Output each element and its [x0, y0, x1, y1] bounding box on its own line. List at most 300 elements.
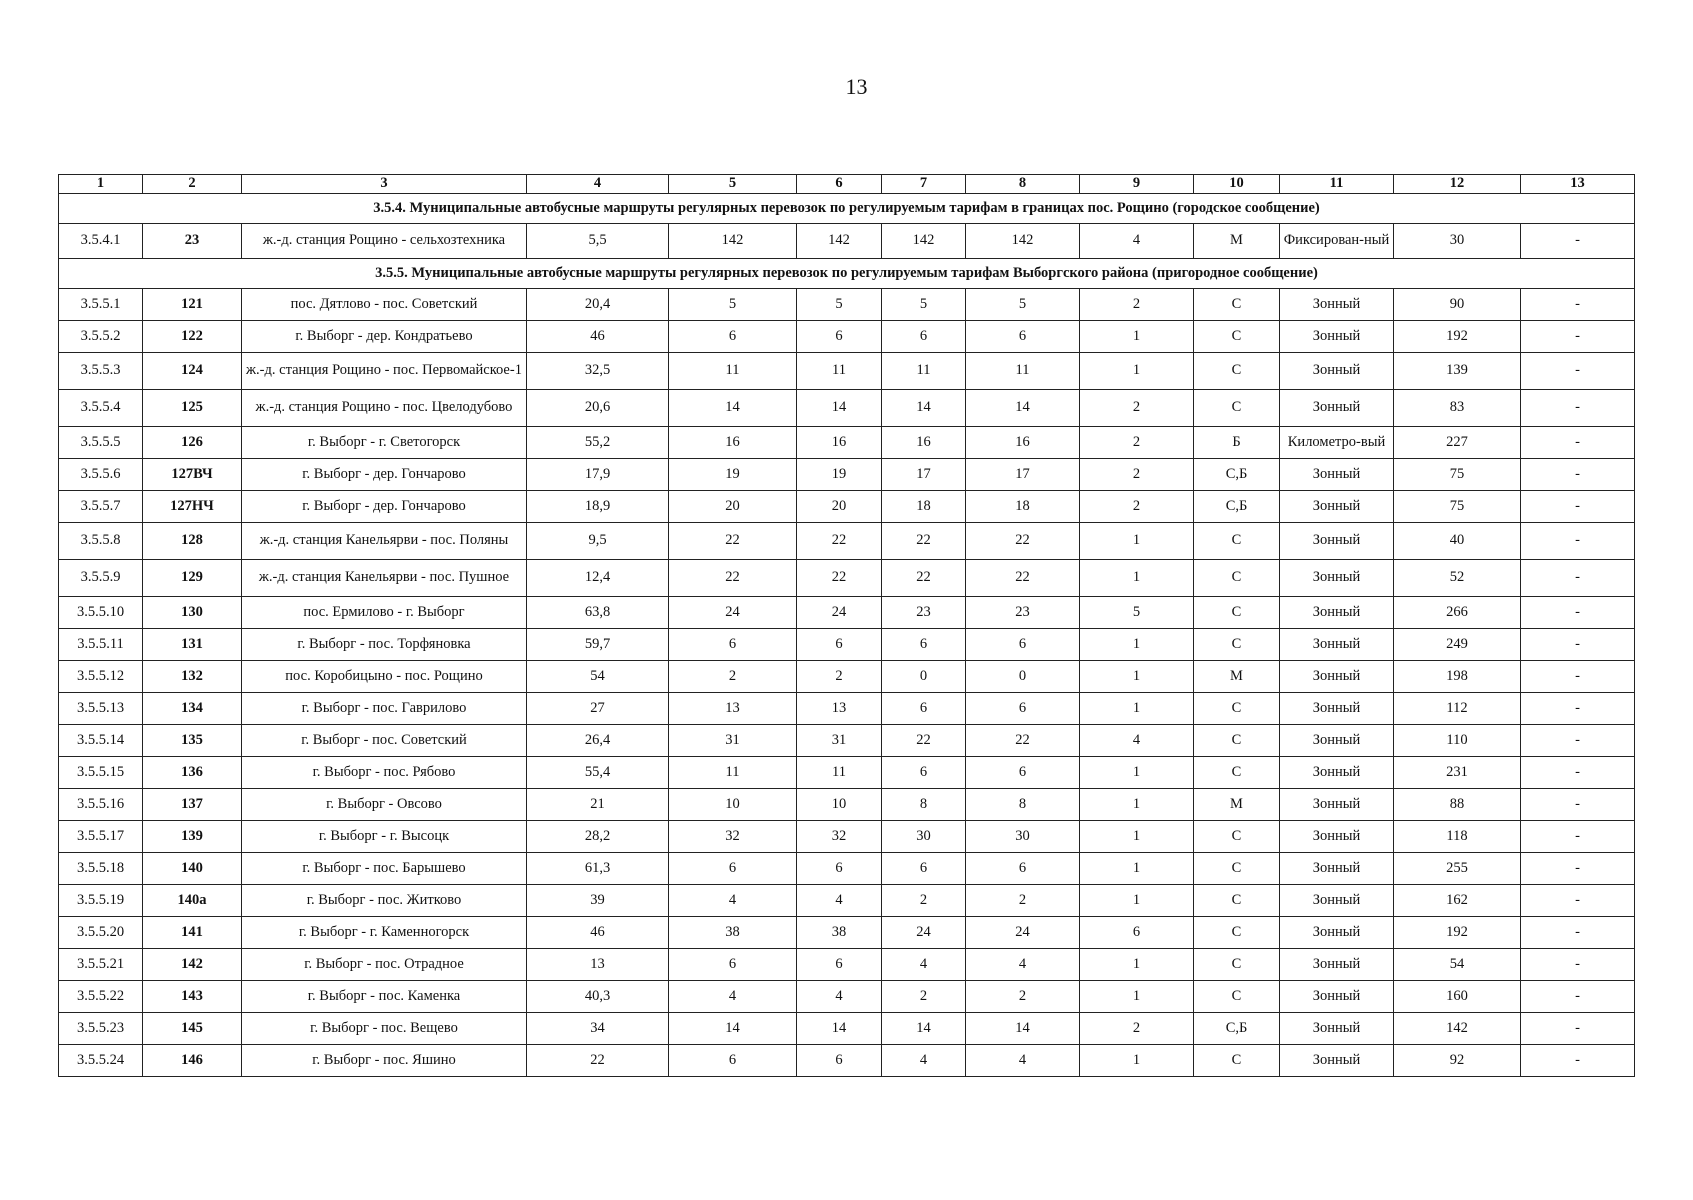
- column-header: 10: [1194, 175, 1280, 194]
- table-row: [59, 885, 1635, 917]
- route-number-cell: 127ВЧ: [143, 459, 242, 491]
- route-name-cell: г. Выборг - дер. Гончарово: [242, 459, 527, 491]
- table-cell: 1: [1080, 560, 1194, 597]
- table-cell: 27: [527, 693, 669, 725]
- table-cell: 192: [1394, 321, 1521, 353]
- table-cell: 1: [1080, 1045, 1194, 1077]
- table-cell: 4: [966, 1045, 1080, 1077]
- table-cell: -: [1521, 725, 1635, 757]
- table-cell: -: [1521, 789, 1635, 821]
- table-cell: С: [1194, 885, 1280, 917]
- table-cell: 63,8: [527, 597, 669, 629]
- row-number-cell: 3.5.5.22: [59, 981, 143, 1013]
- table-cell: Зонный: [1280, 390, 1394, 427]
- table-cell: Зонный: [1280, 629, 1394, 661]
- table-cell: С,Б: [1194, 459, 1280, 491]
- table-cell: 38: [669, 917, 797, 949]
- table-cell: 6: [966, 693, 1080, 725]
- table-cell: 231: [1394, 757, 1521, 789]
- table-cell: Зонный: [1280, 523, 1394, 560]
- table-cell: 22: [966, 523, 1080, 560]
- route-number-cell: 129: [143, 560, 242, 597]
- table-cell: 1: [1080, 981, 1194, 1013]
- table-cell: 46: [527, 321, 669, 353]
- table-cell: Зонный: [1280, 321, 1394, 353]
- table-cell: 22: [797, 560, 882, 597]
- table-cell: 5: [966, 289, 1080, 321]
- table-cell: 6: [669, 949, 797, 981]
- route-name-cell: г. Выборг - г. Светогорск: [242, 427, 527, 459]
- table-cell: М: [1194, 789, 1280, 821]
- table-cell: 1: [1080, 789, 1194, 821]
- table-cell: 20: [669, 491, 797, 523]
- routes-table: [58, 174, 1635, 1077]
- table-cell: 112: [1394, 693, 1521, 725]
- row-number-cell: 3.5.5.18: [59, 853, 143, 885]
- route-name-cell: г. Выборг - пос. Отрадное: [242, 949, 527, 981]
- table-cell: 19: [797, 459, 882, 491]
- table-row: [59, 949, 1635, 981]
- route-number-cell: 23: [143, 224, 242, 259]
- table-cell: 6: [966, 629, 1080, 661]
- table-cell: 192: [1394, 917, 1521, 949]
- table-cell: 20: [797, 491, 882, 523]
- row-number-cell: 3.5.5.3: [59, 353, 143, 390]
- table-row: [59, 289, 1635, 321]
- table-cell: 6: [797, 853, 882, 885]
- table-cell: 9,5: [527, 523, 669, 560]
- row-number-cell: 3.5.5.5: [59, 427, 143, 459]
- table-cell: 1: [1080, 353, 1194, 390]
- column-header: 13: [1521, 175, 1635, 194]
- row-number-cell: 3.5.5.15: [59, 757, 143, 789]
- table-cell: Зонный: [1280, 1013, 1394, 1045]
- row-number-cell: 3.5.5.19: [59, 885, 143, 917]
- column-header: 1: [59, 175, 143, 194]
- table-cell: 2: [797, 661, 882, 693]
- route-name-cell: г. Выборг - г. Высоцк: [242, 821, 527, 853]
- table-cell: 16: [966, 427, 1080, 459]
- route-number-cell: 143: [143, 981, 242, 1013]
- table-cell: 14: [966, 1013, 1080, 1045]
- table-cell: 22: [882, 560, 966, 597]
- table-cell: 26,4: [527, 725, 669, 757]
- table-cell: 14: [797, 1013, 882, 1045]
- route-name-cell: ж.-д. станция Рощино - пос. Цвелодубово: [242, 390, 527, 427]
- table-cell: 16: [797, 427, 882, 459]
- table-cell: С: [1194, 949, 1280, 981]
- table-cell: 2: [1080, 390, 1194, 427]
- column-header: 2: [143, 175, 242, 194]
- table-cell: 6: [669, 629, 797, 661]
- table-cell: Зонный: [1280, 353, 1394, 390]
- route-name-cell: г. Выборг - пос. Советский: [242, 725, 527, 757]
- table-cell: 2: [1080, 459, 1194, 491]
- table-cell: 30: [1394, 224, 1521, 259]
- row-number-cell: 3.5.5.24: [59, 1045, 143, 1077]
- table-cell: Зонный: [1280, 757, 1394, 789]
- table-cell: 30: [882, 821, 966, 853]
- table-cell: Зонный: [1280, 917, 1394, 949]
- table-cell: Зонный: [1280, 853, 1394, 885]
- table-cell: 6: [797, 949, 882, 981]
- column-header: 4: [527, 175, 669, 194]
- table-cell: 17: [966, 459, 1080, 491]
- table-cell: С: [1194, 629, 1280, 661]
- route-number-cell: 135: [143, 725, 242, 757]
- table-cell: 13: [797, 693, 882, 725]
- table-cell: С: [1194, 725, 1280, 757]
- row-number-cell: 3.5.5.2: [59, 321, 143, 353]
- table-cell: 54: [527, 661, 669, 693]
- table-cell: 34: [527, 1013, 669, 1045]
- table-cell: 52: [1394, 560, 1521, 597]
- table-cell: 12,4: [527, 560, 669, 597]
- route-number-cell: 140а: [143, 885, 242, 917]
- table-row: [59, 491, 1635, 523]
- table-cell: 31: [797, 725, 882, 757]
- table-row: [59, 981, 1635, 1013]
- table-cell: 30: [966, 821, 1080, 853]
- table-cell: 22: [527, 1045, 669, 1077]
- table-cell: 4: [1080, 725, 1194, 757]
- table-cell: 227: [1394, 427, 1521, 459]
- route-number-cell: 141: [143, 917, 242, 949]
- table-row: [59, 224, 1635, 259]
- route-name-cell: г. Выборг - дер. Гончарово: [242, 491, 527, 523]
- table-cell: -: [1521, 224, 1635, 259]
- table-cell: 61,3: [527, 853, 669, 885]
- table-row: [59, 821, 1635, 853]
- route-name-cell: г. Выборг - пос. Барышево: [242, 853, 527, 885]
- table-cell: 6: [797, 629, 882, 661]
- table-cell: -: [1521, 353, 1635, 390]
- table-cell: -: [1521, 757, 1635, 789]
- route-name-cell: г. Выборг - пос. Яшино: [242, 1045, 527, 1077]
- table-cell: С: [1194, 853, 1280, 885]
- table-cell: 8: [882, 789, 966, 821]
- table-cell: 5,5: [527, 224, 669, 259]
- table-cell: 1: [1080, 821, 1194, 853]
- table-cell: 2: [1080, 289, 1194, 321]
- table-cell: 6: [797, 1045, 882, 1077]
- route-name-cell: г. Выборг - Овсово: [242, 789, 527, 821]
- table-cell: 22: [669, 560, 797, 597]
- table-cell: Зонный: [1280, 949, 1394, 981]
- table-cell: 6: [882, 321, 966, 353]
- table-cell: Зонный: [1280, 289, 1394, 321]
- table-cell: С: [1194, 289, 1280, 321]
- table-row: [59, 390, 1635, 427]
- table-cell: С: [1194, 523, 1280, 560]
- row-number-cell: 3.5.5.13: [59, 693, 143, 725]
- table-cell: 139: [1394, 353, 1521, 390]
- route-name-cell: г. Выборг - пос. Рябово: [242, 757, 527, 789]
- table-cell: М: [1194, 661, 1280, 693]
- route-name-cell: г. Выборг - пос. Гаврилово: [242, 693, 527, 725]
- table-row: [59, 597, 1635, 629]
- table-cell: -: [1521, 1013, 1635, 1045]
- table-cell: Зонный: [1280, 560, 1394, 597]
- table-cell: -: [1521, 693, 1635, 725]
- table-cell: 1: [1080, 523, 1194, 560]
- section-title: 3.5.4. Муниципальные автобусные маршруты регулярных перевозок по регулируемым тарифам в границах пос. Рощино (городское сообщение): [59, 194, 1635, 224]
- table-cell: 118: [1394, 821, 1521, 853]
- table-cell: 142: [1394, 1013, 1521, 1045]
- table-cell: 255: [1394, 853, 1521, 885]
- table-cell: 14: [669, 1013, 797, 1045]
- table-cell: 14: [882, 1013, 966, 1045]
- section-title: 3.5.5. Муниципальные автобусные маршруты регулярных перевозок по регулируемым тарифам Выборгского района (пригородное сообщение): [59, 259, 1635, 289]
- column-header: 6: [797, 175, 882, 194]
- table-cell: 1: [1080, 949, 1194, 981]
- table-cell: 2: [1080, 427, 1194, 459]
- table-cell: 59,7: [527, 629, 669, 661]
- route-name-cell: пос. Ермилово - г. Выборг: [242, 597, 527, 629]
- table-cell: Зонный: [1280, 661, 1394, 693]
- table-cell: 1: [1080, 757, 1194, 789]
- table-cell: С: [1194, 390, 1280, 427]
- table-cell: 24: [797, 597, 882, 629]
- table-cell: 88: [1394, 789, 1521, 821]
- route-number-cell: 132: [143, 661, 242, 693]
- table-cell: Зонный: [1280, 821, 1394, 853]
- table-cell: С: [1194, 1045, 1280, 1077]
- table-cell: 2: [966, 885, 1080, 917]
- table-cell: 16: [669, 427, 797, 459]
- table-cell: 54: [1394, 949, 1521, 981]
- table-cell: -: [1521, 661, 1635, 693]
- table-cell: 83: [1394, 390, 1521, 427]
- column-header: 5: [669, 175, 797, 194]
- table-cell: -: [1521, 1045, 1635, 1077]
- table-body: [59, 194, 1635, 1077]
- table-cell: 24: [669, 597, 797, 629]
- table-cell: 55,4: [527, 757, 669, 789]
- table-cell: 17: [882, 459, 966, 491]
- route-name-cell: г. Выборг - пос. Торфяновка: [242, 629, 527, 661]
- table-cell: 23: [882, 597, 966, 629]
- table-row: [59, 459, 1635, 491]
- route-number-cell: 125: [143, 390, 242, 427]
- table-cell: 32: [669, 821, 797, 853]
- column-header: 3: [242, 175, 527, 194]
- table-row: [59, 693, 1635, 725]
- table-cell: 6: [966, 757, 1080, 789]
- route-name-cell: пос. Коробицыно - пос. Рощино: [242, 661, 527, 693]
- table-cell: 24: [966, 917, 1080, 949]
- table-cell: Зонный: [1280, 981, 1394, 1013]
- route-name-cell: г. Выборг - дер. Кондратьево: [242, 321, 527, 353]
- row-number-cell: 3.5.5.23: [59, 1013, 143, 1045]
- table-cell: 20,4: [527, 289, 669, 321]
- header-row: [59, 175, 1635, 194]
- table-cell: Зонный: [1280, 885, 1394, 917]
- row-number-cell: 3.5.5.16: [59, 789, 143, 821]
- table-cell: 160: [1394, 981, 1521, 1013]
- table-cell: 22: [882, 523, 966, 560]
- table-cell: 5: [1080, 597, 1194, 629]
- table-cell: Зонный: [1280, 1045, 1394, 1077]
- table-cell: 11: [797, 353, 882, 390]
- table-cell: 2: [669, 661, 797, 693]
- table-cell: 2: [966, 981, 1080, 1013]
- table-cell: 4: [669, 885, 797, 917]
- table-row: [59, 1013, 1635, 1045]
- table-cell: 19: [669, 459, 797, 491]
- table-cell: 13: [669, 693, 797, 725]
- page-number: 13: [845, 74, 868, 99]
- table-cell: -: [1521, 917, 1635, 949]
- table-cell: 11: [882, 353, 966, 390]
- table-cell: 46: [527, 917, 669, 949]
- table-cell: 266: [1394, 597, 1521, 629]
- table-cell: 249: [1394, 629, 1521, 661]
- route-number-cell: 134: [143, 693, 242, 725]
- table-cell: 40: [1394, 523, 1521, 560]
- table-cell: 0: [882, 661, 966, 693]
- table-cell: 92: [1394, 1045, 1521, 1077]
- route-name-cell: ж.-д. станция Канельярви - пос. Пушное: [242, 560, 527, 597]
- table-cell: 6: [669, 853, 797, 885]
- table-row: [59, 853, 1635, 885]
- table-cell: -: [1521, 459, 1635, 491]
- table-cell: 11: [669, 757, 797, 789]
- table-cell: -: [1521, 390, 1635, 427]
- table-cell: 1: [1080, 693, 1194, 725]
- table-cell: М: [1194, 224, 1280, 259]
- table-cell: 11: [669, 353, 797, 390]
- table-cell: 198: [1394, 661, 1521, 693]
- table-cell: С: [1194, 560, 1280, 597]
- table-cell: 31: [669, 725, 797, 757]
- route-number-cell: 130: [143, 597, 242, 629]
- row-number-cell: 3.5.5.7: [59, 491, 143, 523]
- table-cell: 110: [1394, 725, 1521, 757]
- table-cell: С: [1194, 917, 1280, 949]
- table-cell: 1: [1080, 885, 1194, 917]
- table-cell: 6: [882, 693, 966, 725]
- table-cell: С: [1194, 821, 1280, 853]
- table-cell: 4: [966, 949, 1080, 981]
- route-name-cell: ж.-д. станция Рощино - пос. Первомайское-1: [242, 353, 527, 390]
- table-cell: 23: [966, 597, 1080, 629]
- table-cell: 10: [669, 789, 797, 821]
- table-cell: 2: [882, 981, 966, 1013]
- table-row: [59, 725, 1635, 757]
- row-number-cell: 3.5.5.8: [59, 523, 143, 560]
- table-cell: 38: [797, 917, 882, 949]
- section-header-row: [59, 194, 1635, 224]
- table-cell: 24: [882, 917, 966, 949]
- table-cell: 28,2: [527, 821, 669, 853]
- row-number-cell: 3.5.5.1: [59, 289, 143, 321]
- route-number-cell: 136: [143, 757, 242, 789]
- row-number-cell: 3.5.5.12: [59, 661, 143, 693]
- table-cell: 1: [1080, 629, 1194, 661]
- table-cell: 75: [1394, 459, 1521, 491]
- table-cell: 6: [882, 757, 966, 789]
- column-header: 12: [1394, 175, 1521, 194]
- route-name-cell: ж.-д. станция Канельярви - пос. Поляны: [242, 523, 527, 560]
- table-cell: 21: [527, 789, 669, 821]
- table-cell: -: [1521, 321, 1635, 353]
- table-cell: 142: [882, 224, 966, 259]
- table-cell: -: [1521, 981, 1635, 1013]
- table-cell: 2: [882, 885, 966, 917]
- column-header: 11: [1280, 175, 1394, 194]
- table-cell: С: [1194, 597, 1280, 629]
- table-cell: -: [1521, 597, 1635, 629]
- table-cell: Зонный: [1280, 725, 1394, 757]
- table-cell: 14: [669, 390, 797, 427]
- table-cell: 4: [882, 949, 966, 981]
- table-cell: 8: [966, 789, 1080, 821]
- route-number-cell: 131: [143, 629, 242, 661]
- route-name-cell: г. Выборг - пос. Каменка: [242, 981, 527, 1013]
- table-cell: -: [1521, 853, 1635, 885]
- route-name-cell: г. Выборг - г. Каменногорск: [242, 917, 527, 949]
- table-cell: Зонный: [1280, 597, 1394, 629]
- route-number-cell: 142: [143, 949, 242, 981]
- table-cell: С,Б: [1194, 491, 1280, 523]
- route-number-cell: 146: [143, 1045, 242, 1077]
- table-cell: 17,9: [527, 459, 669, 491]
- row-number-cell: 3.5.4.1: [59, 224, 143, 259]
- table-cell: Километро-вый: [1280, 427, 1394, 459]
- table-cell: 14: [966, 390, 1080, 427]
- table-cell: 20,6: [527, 390, 669, 427]
- table-cell: -: [1521, 523, 1635, 560]
- table-cell: -: [1521, 427, 1635, 459]
- table-cell: 1: [1080, 321, 1194, 353]
- table-cell: 14: [797, 390, 882, 427]
- route-number-cell: 137: [143, 789, 242, 821]
- row-number-cell: 3.5.5.21: [59, 949, 143, 981]
- route-number-cell: 140: [143, 853, 242, 885]
- table-cell: 75: [1394, 491, 1521, 523]
- table-cell: С: [1194, 321, 1280, 353]
- table-cell: 6: [966, 321, 1080, 353]
- table-cell: 4: [1080, 224, 1194, 259]
- table-cell: -: [1521, 629, 1635, 661]
- table-cell: С: [1194, 693, 1280, 725]
- section-header-row: [59, 259, 1635, 289]
- table-row: [59, 661, 1635, 693]
- table-cell: 162: [1394, 885, 1521, 917]
- table-cell: 39: [527, 885, 669, 917]
- table-cell: С: [1194, 981, 1280, 1013]
- table-cell: 5: [669, 289, 797, 321]
- row-number-cell: 3.5.5.6: [59, 459, 143, 491]
- route-number-cell: 124: [143, 353, 242, 390]
- route-number-cell: 127НЧ: [143, 491, 242, 523]
- table-cell: 2: [1080, 491, 1194, 523]
- table-cell: Зонный: [1280, 789, 1394, 821]
- table-cell: 4: [797, 885, 882, 917]
- row-number-cell: 3.5.5.10: [59, 597, 143, 629]
- table-cell: 1: [1080, 853, 1194, 885]
- table-cell: 32: [797, 821, 882, 853]
- table-cell: 22: [966, 725, 1080, 757]
- table-cell: 6: [797, 321, 882, 353]
- table-cell: 4: [669, 981, 797, 1013]
- table-row: [59, 757, 1635, 789]
- table-cell: 10: [797, 789, 882, 821]
- table-cell: -: [1521, 289, 1635, 321]
- table-row: [59, 523, 1635, 560]
- table-cell: 18,9: [527, 491, 669, 523]
